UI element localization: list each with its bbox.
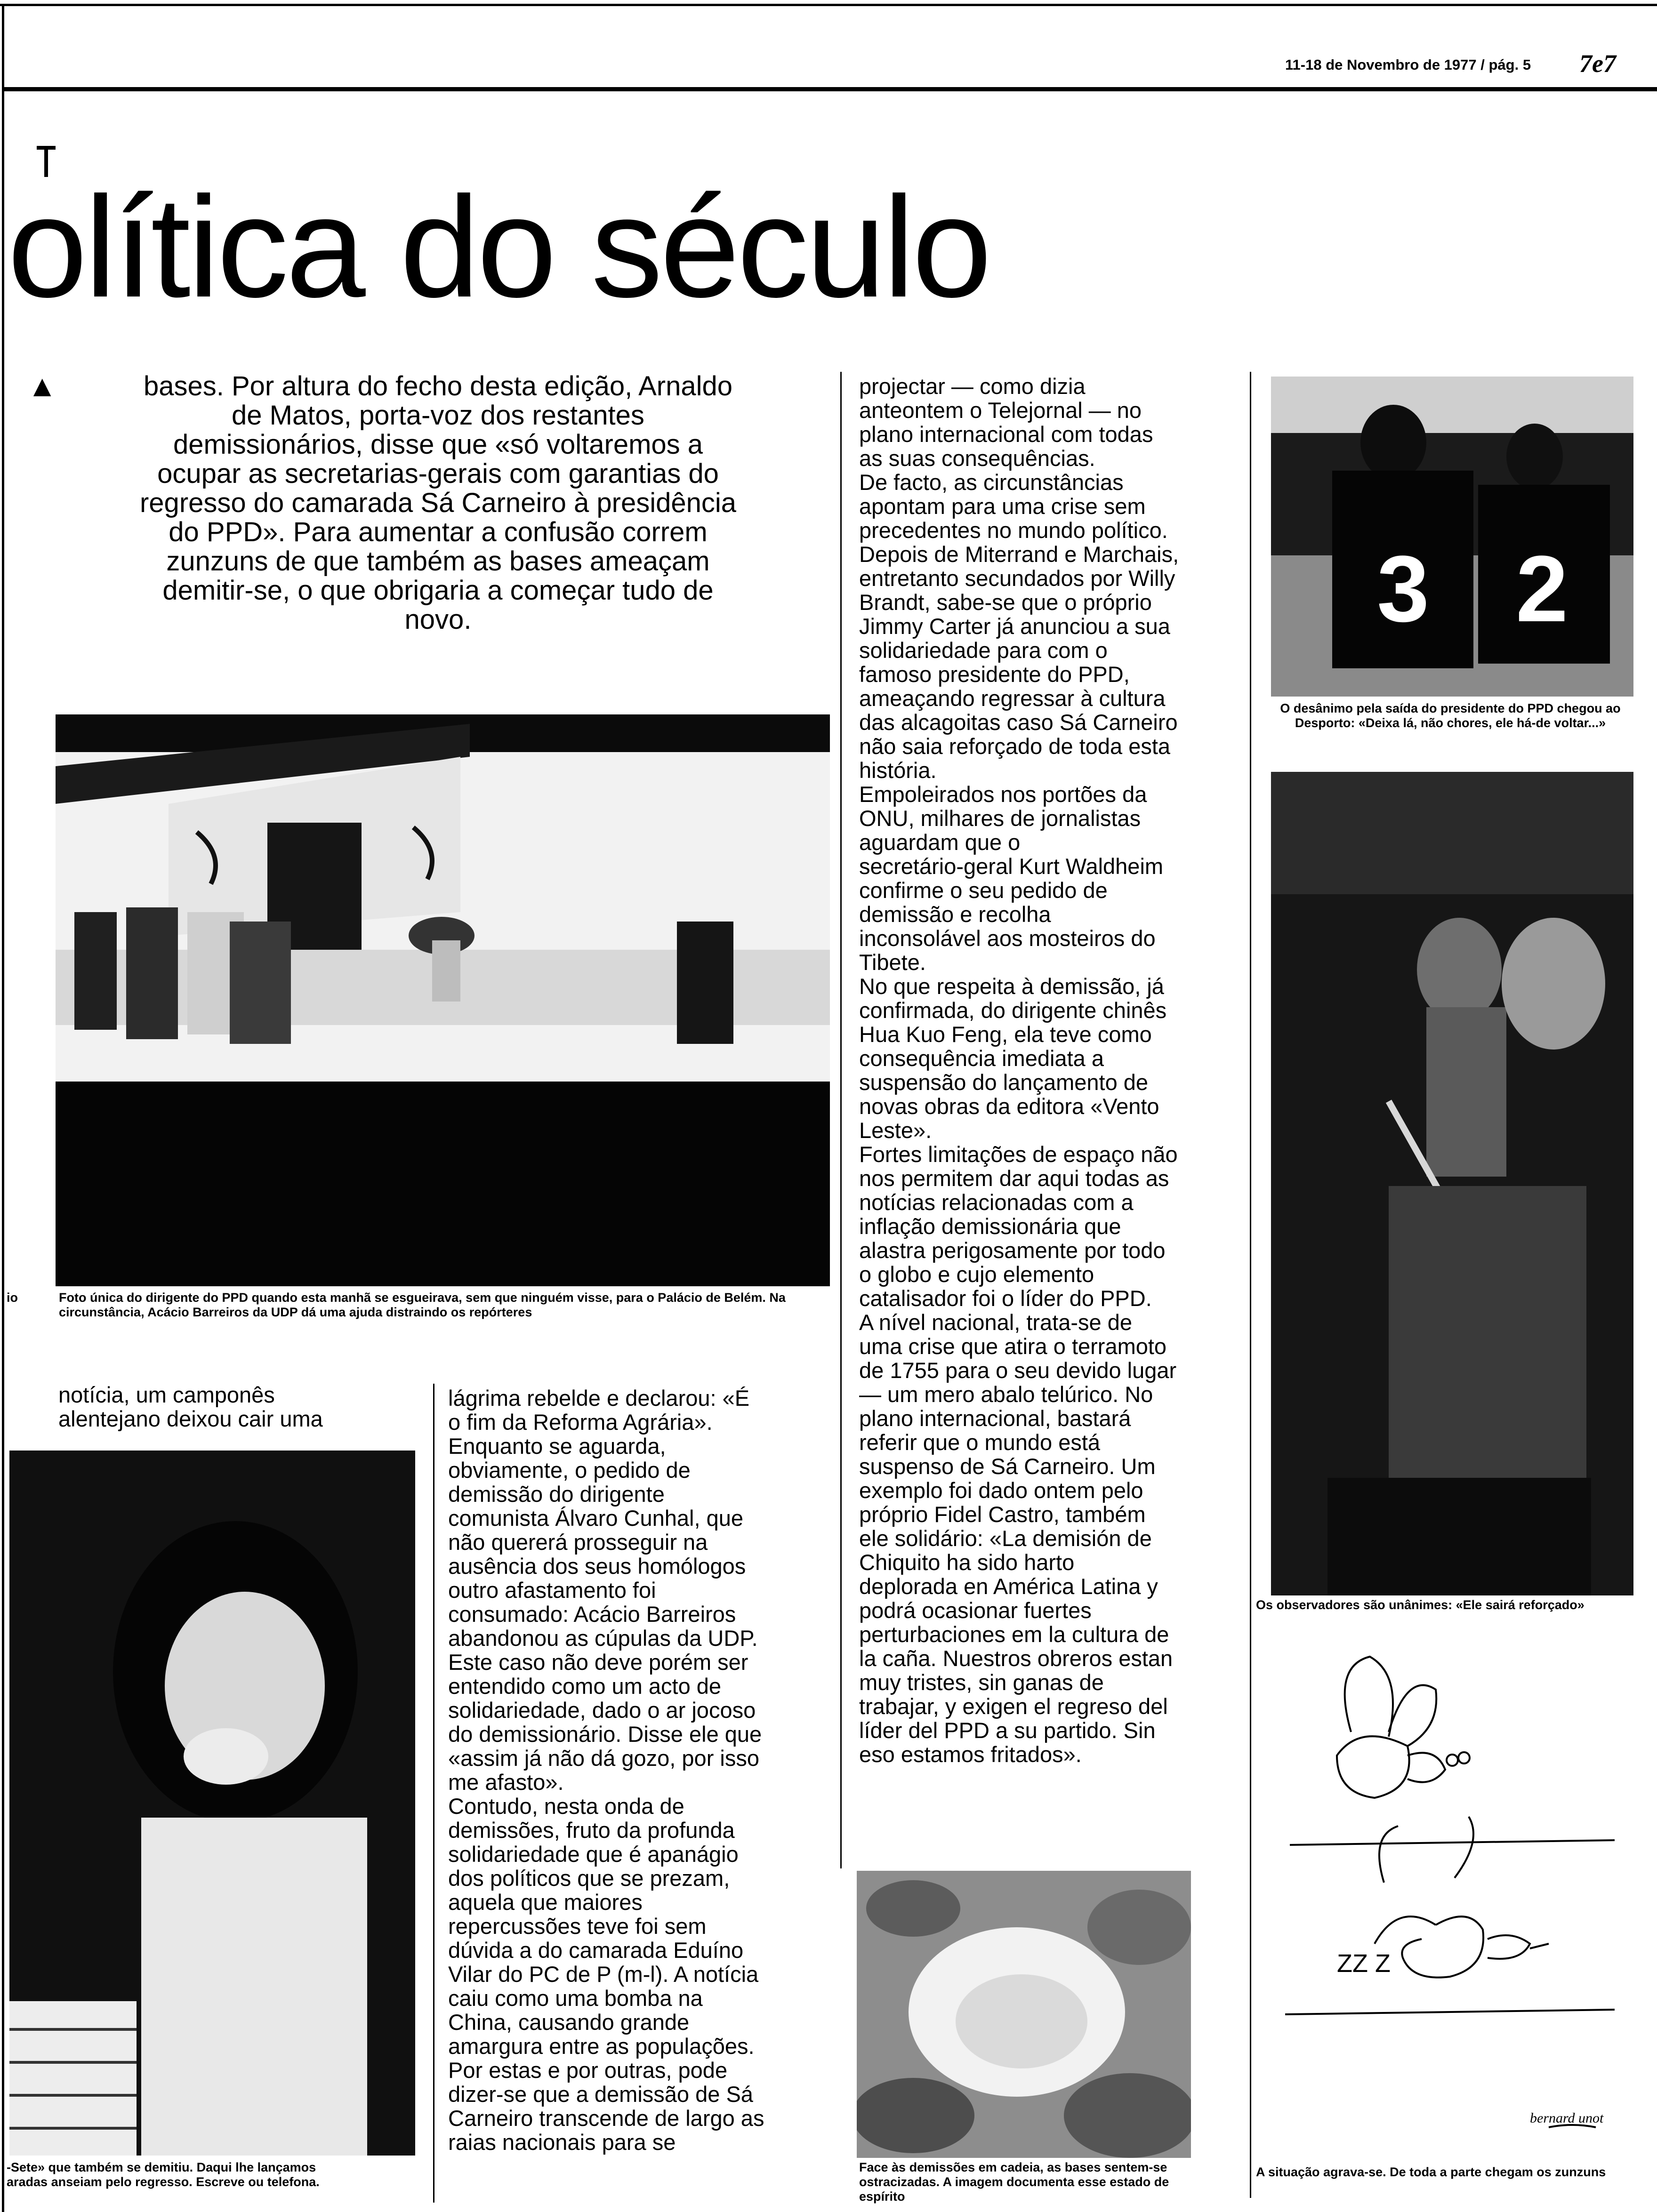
football-photo-caption: O desânimo pela saída do presidente do PPD chegou ao Desporto: «Deixa lá, não chores, ele há-de voltar...» [1280,701,1621,730]
jersey-number-3: 3 [1377,537,1430,641]
header-logo: 7e7 [1579,49,1616,78]
intro-paragraph: bases. Por altura do fecho desta edição, Arnaldo de Matos, porta-voz dos restantes demissionários, disse que «só voltaremos a ocupar as secretarias-gerais com garantias do regresso do camarada Sá Carneiro à presidência do PPD». Para aumentar a confusão correm zunzuns de que também as bases ameaçam demitir-se, o que obrigaria a começar tudo de novo. [139,371,737,635]
top-border [0,4,1657,6]
column-rule-middle [433,1384,434,2203]
main-photo-caption: Foto única do dirigente do PPD quando esta manhã se esgueirava, sem que ninguém visse, para o Palácio de Belém. Na circunstância, Acácio Barreiros da UDP dá uma ajuda distraindo os repórteres [59,1290,786,1319]
column-rule-right [840,372,842,1868]
main-photo-margin-text: io [7,1290,18,1305]
phone-photo-caption: -Sete» que também se demitiu. Daqui lhe lançamos aradas anseiam pelo regresso. Escreve ou telefona. [7,2160,320,2189]
header-date: 11-18 de Novembro de 1977 / pág. 5 [1285,56,1531,73]
small-t-mark [37,146,56,150]
left-border [2,4,4,2212]
statue-photo-caption: Os observadores são unânimes: «Ele sairá reforçado» [1256,1598,1585,1612]
column-rule-far-right [1250,372,1251,2198]
header-rule [4,87,1657,91]
statue-photo [1271,772,1633,1595]
article-column-left: notícia, um camponês alentejano deixou cair uma [58,1382,323,1431]
article-column-right: projectar — como dizia anteontem o Telejornal — no plano internacional com todas as suas consequências. De facto, as circunstâncias apontam para uma crise sem precedentes no mundo político. Depois de Miterrand e Marchais, entretanto secundados por Willy Brandt, sabe-se que o próprio Jimmy Carter já anunciou a sua solidariedade para com o famoso presidente do PPD, ameaçando regressar à cultura das alcagoitas caso Sá Carneiro não saia reforçado de toda esta história. Empoleirados nos portões da ONU, milhares de jornalistas aguardam que o secretário-geral Kurt Waldheim confirme o seu pedido de demissão e recolha inconsolável aos mosteiros do Tibete. No que respeita à demissão, já confirmada, do dirigente chinês Hua Kuo Feng, ela teve como consequência imediata a suspensão do lançamento de novas obras da editora «Vento Leste». Fortes limitações de espaço não nos permitem dar aqui todas as notícias relacionadas com a inflação demissionária que alastra perigosamente por todo o globo e cujo elemento catalisador foi o líder do PPD. A nível nacional, trata-se de uma crise que atira o terramoto de 1755 para o seu devido lugar — um mero abalo telúrico. No plano internacional, bastará referir que o mundo está suspenso de Sá Carneiro. Um exemplo foi dado ontem pelo próprio Fidel Castro, também ele solidário: «La demisión de Chiquito ha sido harto deplorada en América Latina y podrá ocasionar fuertes perturbaciones em la cultura de la caña. Nuestros obreros estan muy tristes, sin ganas de trabajar, y exigen el regreso del líder del PPD a su partido. Sin eso estamos fritados». [859,374,1179,1767]
football-photo [1271,377,1633,697]
cartoon-caption: A situação agrava-se. De toda a parte chegam os zunzuns [1256,2165,1606,2179]
cartoon-drawing [1266,1638,1633,2156]
oyster-photo [857,1871,1191,2158]
article-column-middle: lágrima rebelde e declarou: «É o fim da Reforma Agrária». Enquanto se aguarda, obviamente, o pedido de demissão do dirigente comunista Álvaro Cunhal, que não quererá prosseguir na ausência dos seus homólogos outro afastamento foi consumado: Acácio Barreiros abandonou as cúpulas da UDP. Este caso não deve porém ser entendido como um acto de solidariedade, dado o ar jocoso do demissionário. Disse ele que «assim já não dá gozo, por isso me afasto». Contudo, nesta onda de demissões, fruto da profunda solidariedade que é apanágio dos políticos que se prezam, aquela que maiores repercussões teve foi sem dúvida a do camarada Eduíno Vilar do PC de P (m-l). A notícia caiu como uma bomba na China, causando grande amargura entre as populações. Por estas e por outras, pode dizer-se que a demissão de Sá Carneiro transcende de largo as raias nacionais para se [448,1386,764,2155]
oyster-photo-caption: Face às demissões em cadeia, as bases sentem-se ostracizadas. A imagem documenta esse estado de espírito [859,2160,1169,2204]
main-photo [56,714,830,1286]
cartoon-zzz: ZZ Z [1337,1949,1391,1978]
cartoon-signature: bernard unot [1530,2110,1604,2126]
headline: olítica do século [8,167,989,327]
jersey-number-2: 2 [1516,537,1569,641]
phone-photo [9,1451,415,2156]
drop-mark: ▲ [27,369,57,403]
